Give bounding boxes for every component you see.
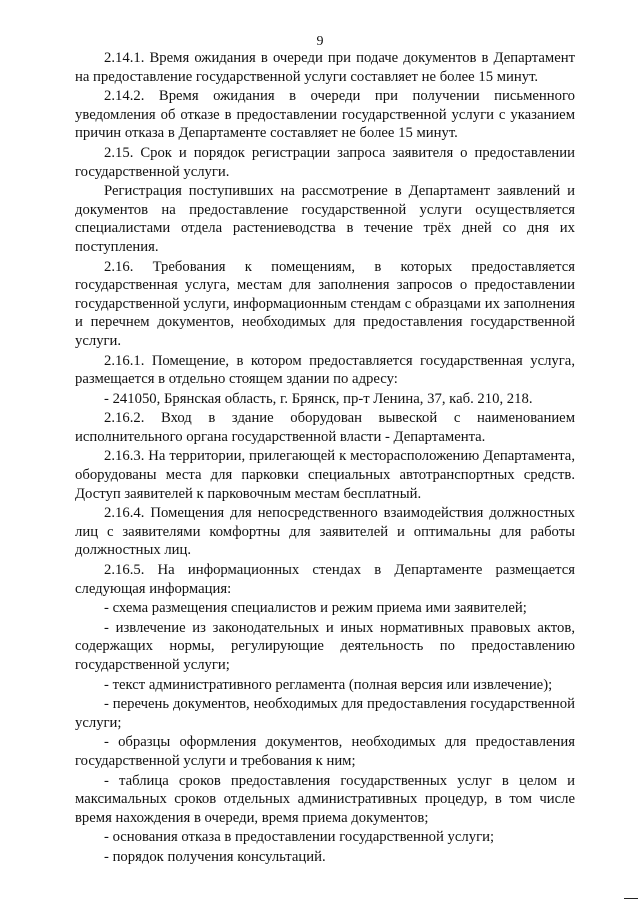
- paragraph-2-16-5: 2.16.5. На информационных стендах в Департаменте размещается следующая информация:: [75, 562, 575, 597]
- document-body: [75, 49, 575, 868]
- address-item: - 241050, Брянская область, г. Брянск, пр-т Ленина, 37, каб. 210, 218.: [104, 390, 533, 407]
- list-item-documents-list: - перечень документов, необходимых для предоставления государственной услуги;: [75, 696, 575, 731]
- page-number: 9: [316, 34, 324, 49]
- list-item-refusal-grounds: - основания отказа в предоставлении государственной услуги;: [104, 829, 495, 846]
- list-item-document-samples: - образцы оформления документов, необходимых для предоставления государственной услуги и требования к ним;: [75, 734, 575, 769]
- paragraph-2-14-1: 2.14.1. Время ожидания в очереди при подаче документов в Департамент на предоставление государственной услуги составляет не более 15 минут.: [75, 50, 575, 85]
- list-item-consultation-procedure: - порядок получения консультаций.: [104, 848, 326, 865]
- list-item-specialists-scheme: - схема размещения специалистов и режим приема ими заявителей;: [104, 600, 527, 617]
- list-item-legal-extracts: - извлечение из законодательных и иных нормативных правовых актов, содержащих нормы, регулирующие деятельность по предоставлению государственной услуги;: [75, 619, 575, 673]
- list-item-regulation-text: - текст административного регламента (полная версия или извлечение);: [104, 676, 553, 693]
- list-item-deadlines-table: - таблица сроков предоставления государственных услуг в целом и максимальных сроков отдельных административных процедур, в том числе время нахождения в очереди, время приема документов;: [75, 772, 575, 826]
- paragraph-2-16-1: 2.16.1. Помещение, в котором предоставляется государственная услуга, размещается в отдельно стоящем здании по адресу:: [75, 352, 575, 388]
- paragraph-2-16-4: 2.16.4. Помещения для непосредственного взаимодействия должностных лиц с заявителями комфортны для заявителей и оптимальны для работы должностных лиц.: [75, 505, 575, 559]
- paragraph-registration: Регистрация поступивших на рассмотрение в Департамент заявлений и документов на предоставление государственной услуги осуществляется специалистами отдела растениеводства в течение трёх дней со дня их поступления.: [75, 183, 575, 255]
- paragraph-2-14-2: 2.14.2. Время ожидания в очереди при получении письменного уведомления об отказе в предоставлении государственной услуги с указанием причин отказа в Департаменте составляет не более 15 минут.: [75, 88, 575, 142]
- paragraph-2-16-3: 2.16.3. На территории, прилегающей к месторасположению Департамента, оборудованы места для парковки специальных автотранспортных средств. Доступ заявителей к парковочным местам бесплатный.: [75, 448, 575, 502]
- paragraph-2-16: 2.16. Требования к помещениям, в которых предоставляется государственная услуга, местам для заполнения запросов о предоставлении государственной услуги, информационным стендам с образцами их заполнения и перечнем документов, необходимых для предоставления государственной услуги.: [75, 258, 575, 349]
- paragraph-2-15: 2.15. Срок и порядок регистрации запроса заявителя о предоставлении государственной услуги.: [75, 144, 575, 180]
- paragraph-2-16-2: 2.16.2. Вход в здание оборудован вывеской с наименованием исполнительного органа государственной власти - Департамента.: [75, 410, 575, 445]
- scan-edge-mark: [624, 898, 638, 899]
